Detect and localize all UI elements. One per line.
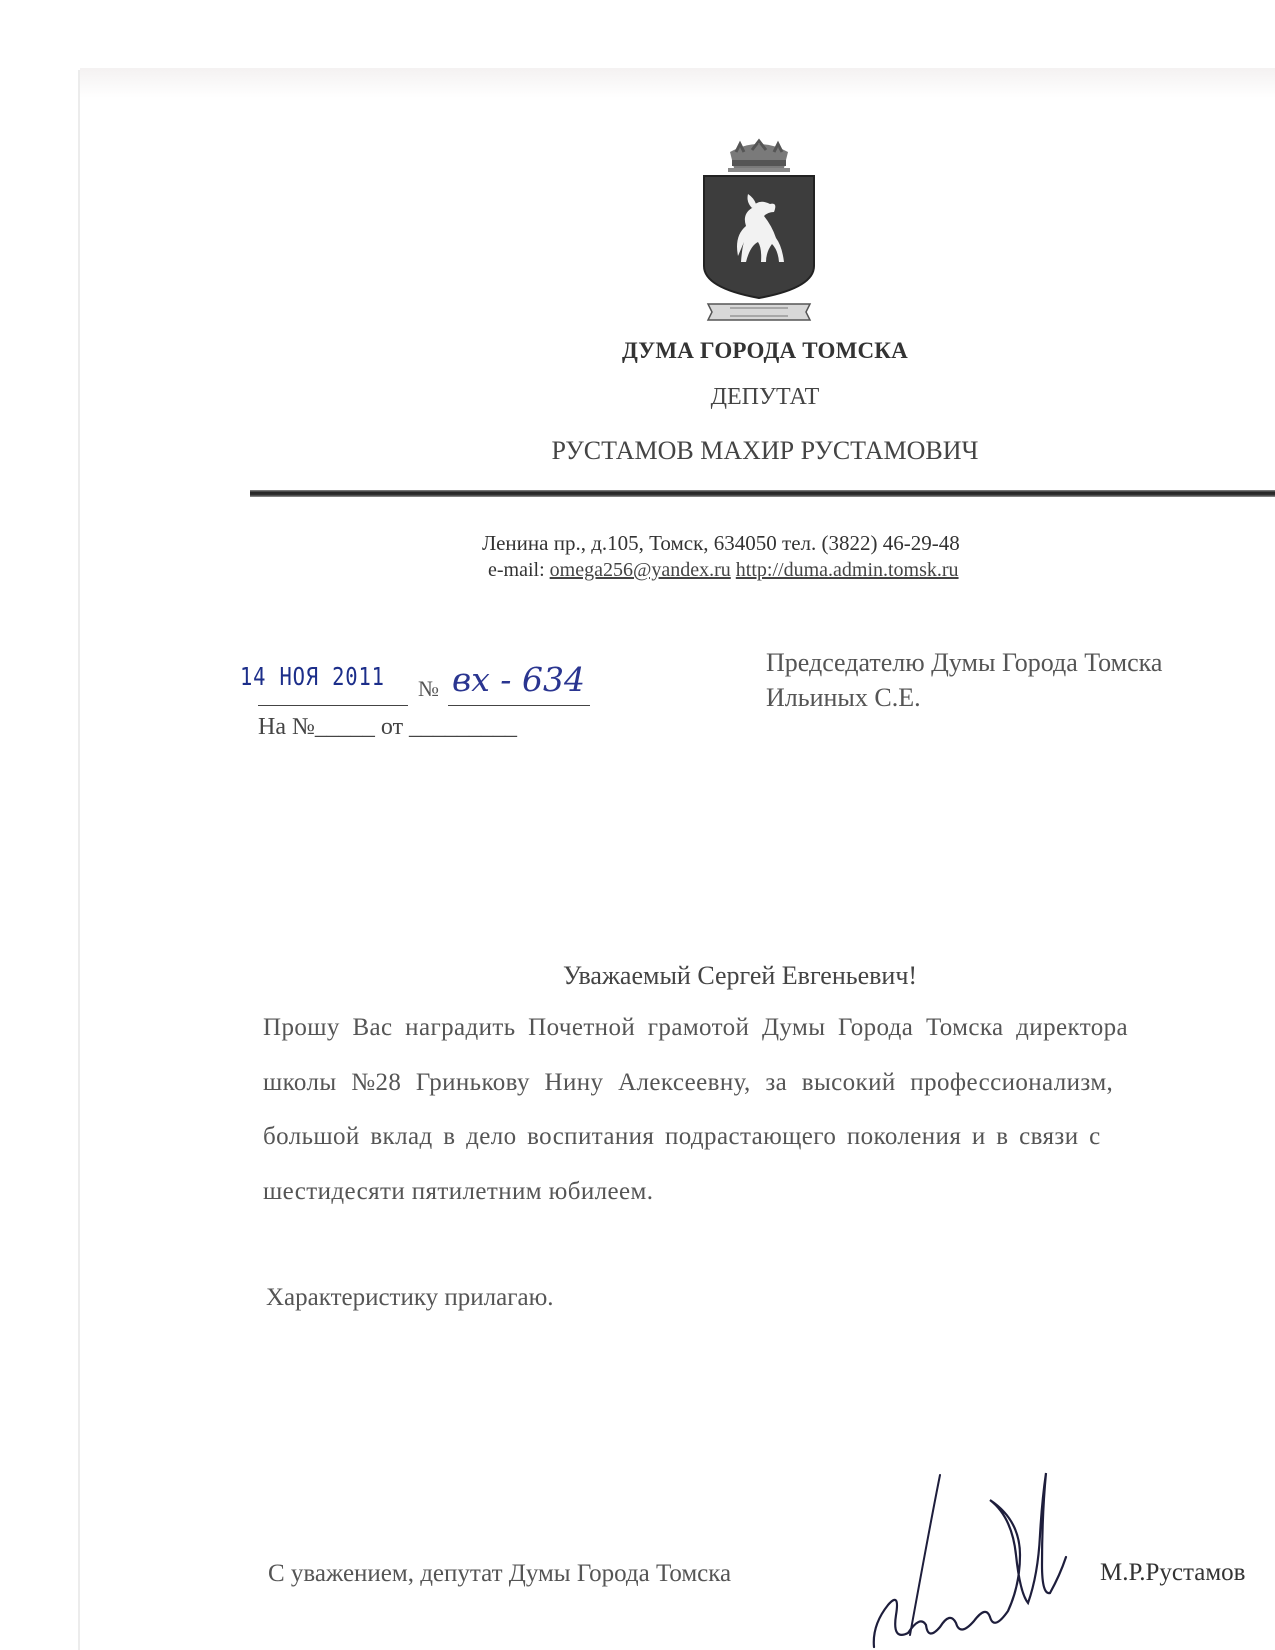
addressee-block (766, 645, 1162, 715)
body-line: Прошу Вас наградить Почетной грамотой Думы Города Томска директора (263, 1014, 1128, 1041)
salutation: Уважаемый Сергей Евгеньевич! (563, 961, 918, 990)
date-underline (258, 705, 408, 706)
addressee-title: Председателю Думы Города Томска (766, 648, 1163, 677)
tomsk-coat-of-arms-icon (700, 138, 818, 328)
scan-shadow-left (78, 70, 80, 1650)
closing-phrase: С уважением, депутат Думы Города Томска (268, 1560, 732, 1587)
email-label: e-mail: (488, 559, 545, 581)
address-line: Ленина пр., д.105, Томск, 634050 тел. (3822) 46-29-48 (482, 531, 960, 555)
email-link[interactable]: omega256@yandex.ru (549, 559, 731, 581)
body-line: большой вклад в дело воспитания подрастающего поколения и в связи с (263, 1123, 1101, 1150)
position-title: ДЕПУТАТ (710, 384, 820, 410)
addressee-name: Ильиных С.Е. (766, 683, 921, 712)
number-sign: № (418, 676, 439, 701)
handwritten-signature (870, 1465, 1110, 1650)
registration-number: вх - 634 (452, 660, 585, 699)
scan-shadow-top (80, 68, 1275, 98)
attachment-note: Характеристику прилагаю. (266, 1284, 554, 1311)
reply-reference: На №_____ от _________ (258, 714, 518, 740)
number-underline (448, 705, 590, 706)
date-stamp: 14 НОЯ 2011 (240, 662, 385, 691)
body-line: школы №28 Гринькову Нину Алексеевну, за высокий профессионализм, (263, 1069, 1114, 1096)
body-line: шестидесяти пятилетним юбилеем. (263, 1178, 654, 1205)
letterhead-divider (250, 490, 1275, 497)
contact-line (488, 559, 959, 582)
deputy-name: РУСТАМОВ МАХИР РУСТАМОВИЧ (551, 436, 979, 465)
signer-name: М.Р.Рустамов (1100, 1559, 1246, 1586)
organization-name: ДУМА ГОРОДА ТОМСКА (622, 338, 908, 363)
website-link[interactable]: http://duma.admin.tomsk.ru (735, 559, 959, 581)
